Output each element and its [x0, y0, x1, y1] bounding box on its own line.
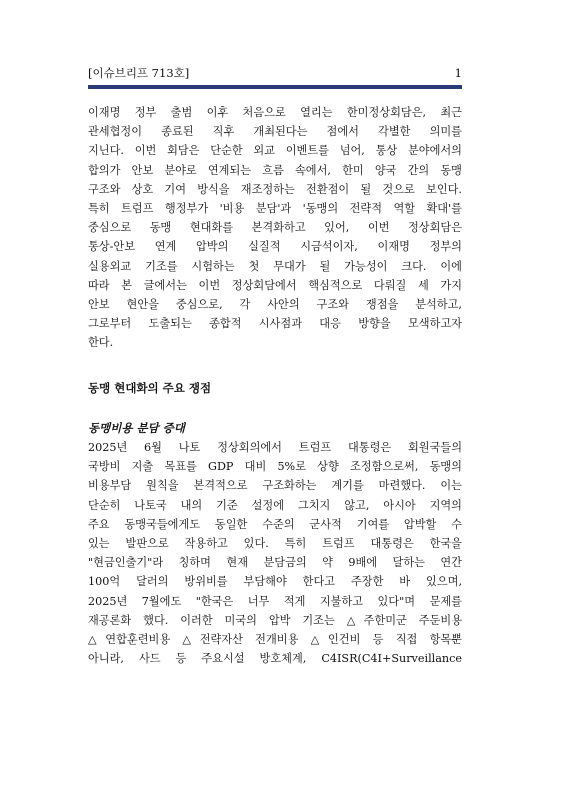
text-line: 통상-안보 연계 압박의 실질적 시금석이자, 이재명 정부의 — [88, 240, 462, 254]
text-line: 이재명 정부 출범 이후 처음으로 열리는 한미정상회담은, 최근 — [88, 106, 462, 119]
intro-paragraph — [88, 103, 462, 352]
text-line: 지닌다. 이번 회담은 단순한 외교 이벤트를 넘어, 통상 분야에서의 — [88, 144, 462, 158]
text-line: 단순히 나토국 내의 기준 설정에 그치지 않고, 아시아 지역의 — [88, 498, 462, 512]
text-line: 실용외교 기조를 시험하는 첫 무대가 될 가능성이 크다. 이에 — [88, 259, 462, 273]
text-line: 있는 발판으로 작용하고 있다. 특히 트럼프 대통령은 한국을 — [88, 536, 462, 550]
text-line: 구조와 상호 기여 방식을 재조정하는 전환점이 될 것으로 보인다. — [88, 182, 462, 196]
text-line: 재공론화 했다. 이러한 미국의 압박 기조는 △주한미군 주둔비용 — [88, 613, 462, 627]
body-paragraph — [88, 438, 462, 668]
page-header — [88, 66, 462, 82]
text-line: 국방비 지출 목표를 GDP 대비 5%로 상향 조정함으로써, 동맹의 — [88, 460, 462, 474]
text-line: 그로부터 도출되는 종합적 시사점과 대응 방향을 모색하고자 — [88, 317, 462, 331]
text-line: 안보 현안을 중심으로, 각 사안의 구조와 쟁점을 분석하고, — [88, 297, 462, 311]
page-number: 1 — [454, 66, 462, 80]
text-line: 2025년 6월 나토 정상회의에서 트럼프 대통령은 회원국들의 — [88, 441, 462, 454]
text-line: "현금인출기"라 칭하며 현재 분담금의 약 9배에 달하는 연간 — [88, 556, 462, 570]
text-line: 2025년 7월에도 "한국은 너무 적게 지불하고 있다"며 문제를 — [88, 594, 462, 608]
text-line: 주요 동맹국들에게도 동일한 수준의 군사적 기여를 압박할 수 — [88, 517, 462, 531]
text-line: 특히 트럼프 행정부가 '비용 분담'과 '동맹의 전략적 역할 확대'를 — [88, 201, 462, 215]
text-line: 합의가 안보 분야로 연계되는 흐름 속에서, 한미 양국 간의 동맹 — [88, 163, 462, 177]
text-line: 관세협정이 종료된 직후 개최된다는 점에서 각별한 의미를 — [88, 125, 462, 139]
sub-heading: 동맹비용 분담 증대 — [88, 421, 185, 435]
issue-brief-title: [이슈브리프 713호] — [88, 66, 190, 80]
text-line: 100억 달러의 방위비를 부담해야 한다고 주장한 바 있으며, — [88, 575, 462, 589]
text-line: 한다. — [88, 336, 114, 350]
text-line: 중심으로 동맹 현대화를 본격화하고 있어, 이번 정상회담은 — [88, 221, 462, 235]
section-heading: 동맹 현대화의 주요 쟁점 — [88, 381, 212, 395]
header-rule — [88, 85, 462, 89]
text-line: 따라 본 글에서는 이번 정상회담에서 핵심적으로 다뤄질 세 가지 — [88, 278, 462, 292]
text-line: 아니라, 사드 등 주요시설 방호체계, C4ISR(C4I+Surveillance — [88, 652, 462, 666]
text-line: 비용부담 원칙을 본격적으로 구조화하는 계기를 마련했다. 이는 — [88, 479, 462, 493]
text-line: △연합훈련비용 △전략자산 전개비용 △인건비 등 직접 항목뿐 — [88, 632, 462, 646]
